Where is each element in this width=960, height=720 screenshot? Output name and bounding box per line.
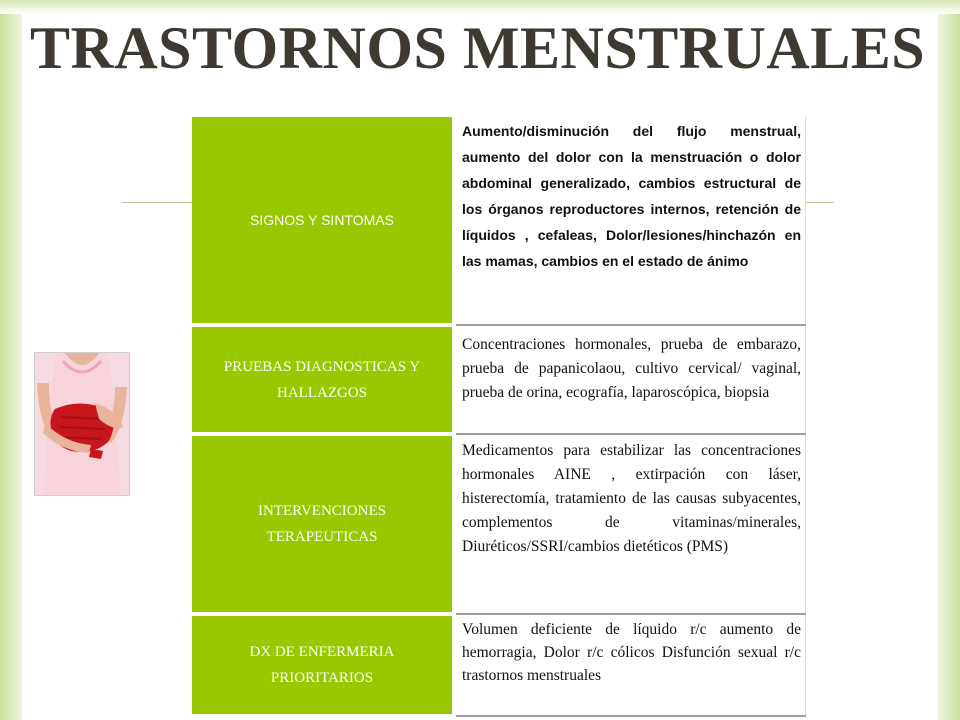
row-content: Aumento/disminución del flujo menstrual, aumento del dolor con la menstruación o dolor abdominal generalizado, cambios estructural de los órganos reproductores internos, retención de líquidos , cefaleas, Dolor/lesiones/hinchazón en las mamas, cambios en el estado de ánimo bbox=[454, 117, 806, 325]
table-row-signos bbox=[192, 117, 806, 325]
row-label: PRUEBAS DIAGNOSTICAS Y HALLAZGOS bbox=[192, 325, 454, 434]
slide-title: TRASTORNOS MENSTRUALES bbox=[30, 15, 926, 81]
slide-frame-left bbox=[0, 0, 22, 720]
slide-frame-right bbox=[938, 0, 960, 720]
table-row-intervenciones bbox=[192, 434, 806, 614]
row-label: DX DE ENFERMERIA PRIORITARIOS bbox=[192, 614, 454, 716]
row-label: SIGNOS Y SINTOMAS bbox=[192, 117, 454, 325]
slide-frame-top bbox=[0, 0, 960, 14]
divider-right bbox=[806, 202, 834, 203]
row-content: Volumen deficiente de líquido r/c aumento de hemorragia, Dolor r/c cólicos Disfunción sexual r/c trastornos menstruales bbox=[454, 614, 806, 716]
woman-hot-water-bottle-image bbox=[34, 352, 130, 496]
divider-left bbox=[122, 202, 194, 203]
row-label: INTERVENCIONES TERAPEUTICAS bbox=[192, 434, 454, 614]
disorder-table bbox=[192, 117, 806, 718]
table-row-dx bbox=[192, 614, 806, 716]
row-content: Medicamentos para estabilizar las concentraciones hormonales AINE , extirpación con láser, histerectomía, tratamiento de las causas subyacentes, complementos de vitaminas/minerales, Diuréticos/SSRI/cambios dietéticos (PMS) bbox=[454, 434, 806, 614]
row-content: Concentraciones hormonales, prueba de embarazo, prueba de papanicolaou, cultivo cervical/ vaginal, prueba de orina, ecografía, laparoscópica, biopsia bbox=[454, 325, 806, 434]
table-row-pruebas bbox=[192, 325, 806, 434]
